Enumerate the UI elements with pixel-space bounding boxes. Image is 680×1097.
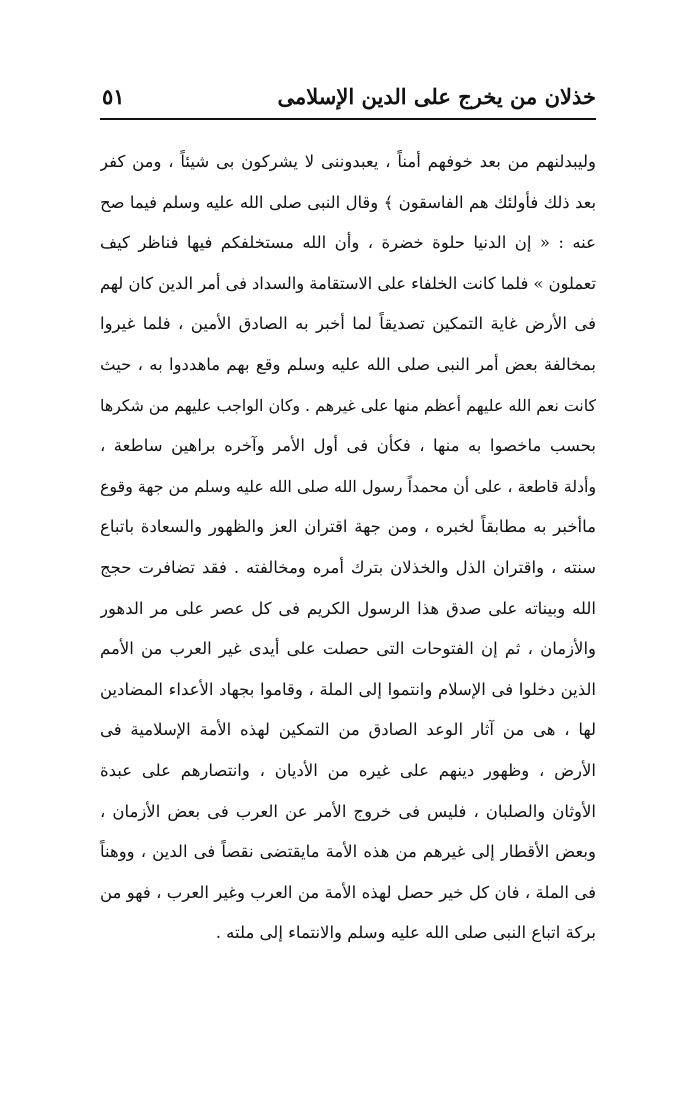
text-line: سنته ، واقتران الذل والخذلان بترك أمره ومخالفته . فقد تضافرت حجج (100, 557, 596, 577)
text-line: الذين دخلوا فى الإسلام وانتموا إلى الملة ، وقاموا بجهاد الأعداء المضادين (100, 679, 596, 699)
text-line: الله وبيناته على صدق هذا الرسول الكريم فى كل عصر على مر الدهور (100, 598, 596, 618)
text-line: عنه : « إن الدنيا حلوة خضرة ، وأن الله مستخلفكم فيها فناظر كيف (100, 233, 596, 253)
text-line: وبعض الأقطار إلى غيرهم من هذه الأمة مايقتضى نقصاً فى الدين ، ووهناً (100, 842, 596, 862)
text-line: بمخالفة بعض أمر النبى صلى الله عليه وسلم وقع بهم ماهددوا به ، حيث (100, 354, 596, 374)
text-line: الأرض ، وظهور دينهم على غيره من الأديان ، وانتصارهم على عبدة (100, 760, 596, 780)
text-line: تعملون » فلما كانت الخلفاء على الاستقامة والسداد فى أمر الدين كان لهم (100, 273, 596, 293)
body-text (100, 142, 596, 954)
text-line: وأدلة قاطعة ، على أن محمداً رسول الله صلى الله عليه وسلم من جهة وقوع (100, 476, 596, 496)
page-header (100, 78, 596, 120)
text-line: بحسب ماخصوا به منها ، فكأن فى أول الأمر وآخره براهين ساطعة ، (100, 436, 596, 456)
text-line: بعد ذلك فأولئك هم الفاسقون ﴾ وقال النبى صلى الله عليه وسلم فيما صح (100, 192, 596, 212)
text-line: بركة اتباع النبى صلى الله عليه وسلم والانتماء إلى ملته . (215, 923, 596, 943)
text-line: ماأخبر به مطابقاً لخبره ، ومن جهة اقتران العز والظهور والسعادة باتباع (100, 517, 596, 537)
text-line: والأزمان ، ثم إن الفتوحات التى حصلت على أيدى غير العرب من الأمم (100, 639, 596, 659)
page-number: ٥١ (102, 84, 125, 109)
text-line: لها ، هى من آثار الوعد الصادق من التمكين لهذه الأمة الإسلامية فى (100, 720, 596, 740)
running-title: خذلان من يخرج على الدين الإسلامى (277, 84, 596, 109)
text-line: فى الملة ، فان كل خير حصل لهذه الأمة من العرب وغير العرب ، فهو من (100, 882, 596, 902)
text-line: وليبدلنهم من بعد خوفهم أمناً ، يعبدوننى لا يشركون بى شيئاً ، ومن كفر (100, 152, 596, 171)
text-line: الأوثان والصلبان ، فليس فى خروج الأمر عن العرب فى بعض الأزمان ، (100, 801, 596, 821)
text-line: فى الأرض غاية التمكين تصديقاً لما أخبر به الصادق الأمين ، فلما غيروا (100, 314, 596, 334)
text-line: كانت نعم الله عليهم أعظم منها على غيرهم . وكان الواجب عليهم من شكرها (100, 395, 596, 415)
